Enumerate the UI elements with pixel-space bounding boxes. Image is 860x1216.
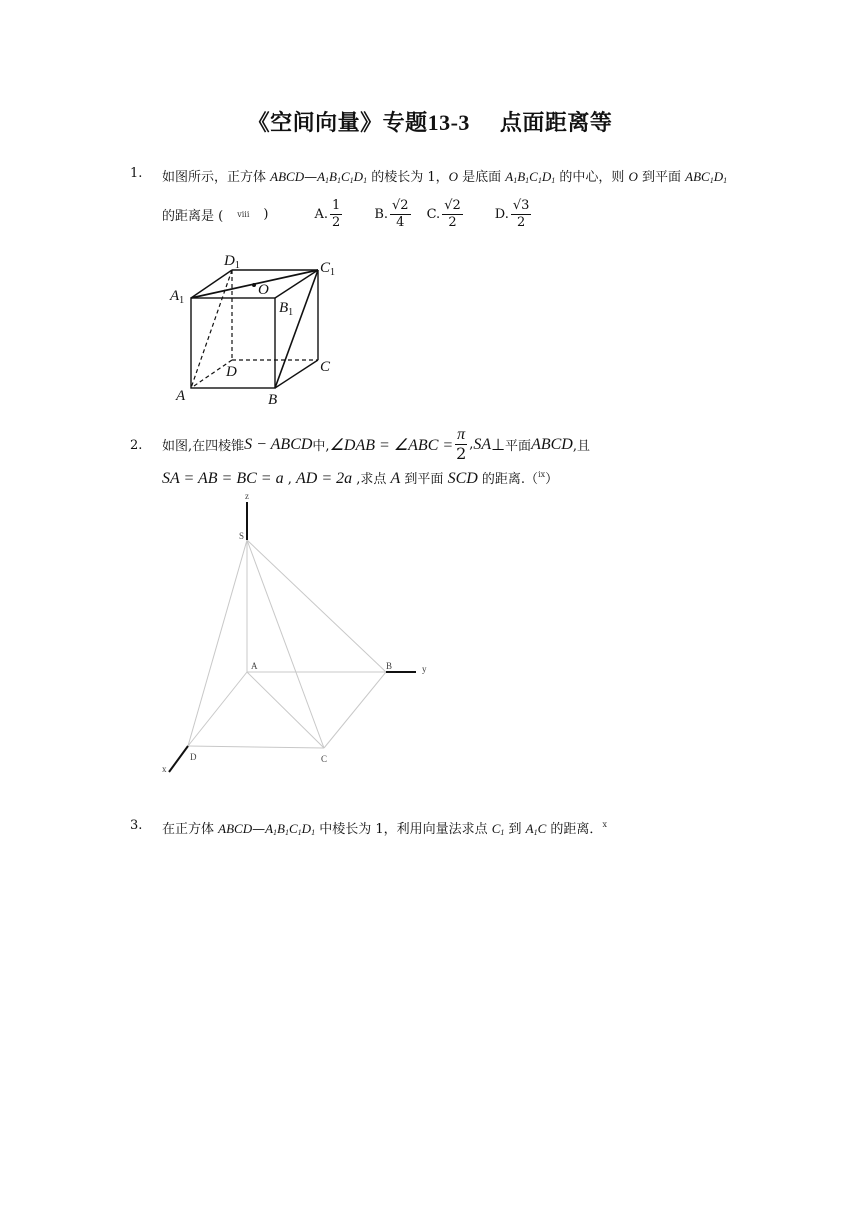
- axis-x: x: [162, 764, 167, 774]
- q3-ref: x: [602, 820, 607, 829]
- q1-option-d: D. $\frac{√3}{2}$: [494, 198, 530, 230]
- q2-ref: ix: [538, 470, 546, 479]
- label-D: D: [226, 364, 237, 380]
- q1-option-c: C. $\frac{√2}{2}$: [426, 198, 461, 230]
- cube-figure: [160, 248, 370, 408]
- title-main: 《空间向量》专题13-3: [247, 110, 470, 135]
- label-D1: $D_1$: [224, 253, 240, 271]
- q3-line: 在正方体 $ABCD—A_1B_1C_1D_1$ 中棱长为 1，利用向量法求点 $C_1$ 到 $A_1C$ 的距离．$^x$: [162, 820, 607, 837]
- label-B: B: [386, 661, 393, 671]
- title-sub: 点面距离等: [499, 110, 613, 135]
- q2-line2: SA = AB = BC = a , AD = 2a ,求点 A 到平面 SCD 的距离.（$^{ix}$）: [162, 470, 559, 487]
- label-C1: $C_1$: [320, 260, 336, 278]
- pyramid-figure: [150, 488, 450, 778]
- q3-number: 3.: [130, 818, 143, 833]
- q2-line1: 如图,在四棱锥 S − ABCD 中, ∠DAB = ∠ABC = $\frac{\pi}{2}$ , SA ⊥ 平面 ABCD ,且: [162, 426, 590, 463]
- label-C: C: [321, 754, 328, 764]
- label-D: D: [190, 752, 197, 762]
- label-A1: $A_1$: [170, 288, 185, 306]
- q1-line2: 的距离是 ( viii ) A. $\frac{1}{2}$ B. $\frac{√2}{4}$ C. $\frac{√2}{2}$ D. $\frac{√3}{2}$: [162, 198, 533, 231]
- label-O: O: [258, 282, 269, 298]
- q1-ref: viii: [237, 210, 250, 219]
- q1-option-a: A. $\frac{1}{2}$: [314, 198, 341, 230]
- q2-number: 2.: [130, 438, 143, 453]
- axis-z: z: [245, 491, 249, 501]
- axis-y: y: [422, 664, 427, 674]
- q1-option-b: B. $\frac{√2}{4}$: [374, 198, 409, 230]
- label-S: S: [239, 531, 245, 541]
- label-C: C: [320, 359, 331, 375]
- q1-number: 1.: [130, 166, 143, 181]
- page-title: [0, 106, 860, 137]
- q1-line1: 如图所示，正方体 $ABCD—A_1B_1C_1D_1$ 的棱长为 1，O 是底面 $A_1B_1C_1D_1$ 的中心，则 O 到平面 $ABC_1D_1$: [162, 169, 728, 185]
- label-B: B: [268, 392, 278, 408]
- label-A: A: [176, 388, 186, 404]
- label-B1: $B_1$: [279, 300, 294, 318]
- label-A: A: [251, 661, 258, 671]
